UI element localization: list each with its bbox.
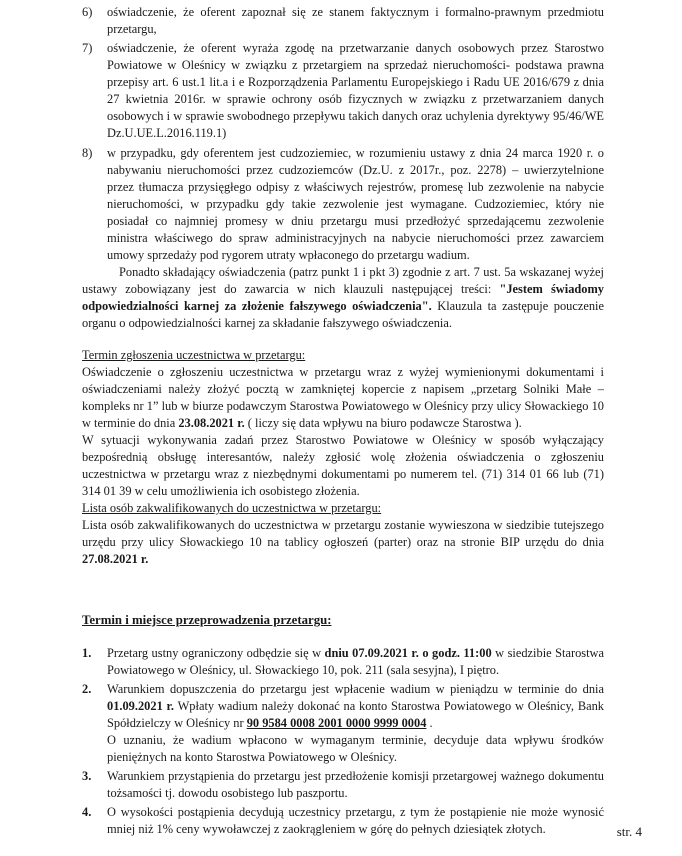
list-item	[82, 40, 604, 142]
list-item	[82, 145, 604, 264]
section-heading: Lista osób zakwalifikowanych do uczestnictwa w przetargu:	[82, 501, 382, 515]
bank-account-number: 90 9584 0008 2001 0000 9999 0004	[246, 716, 427, 730]
clause-text: "Jestem świadomy odpowiedzialności karnej za złożenie fałszywego oświadczenia".	[82, 282, 604, 313]
remote-registration-paragraph: W sytuacji wykonywania zadań przez Starostwo Powiatowe w Oleśnicy w sposób wyłączający bezpośrednią obsługę interesantów, należy zgłosić wolę złożenia oświadczenia o zgłoszeniu uczestnictwa w przetargu wraz z niezbędnymi dokumentami po numerem tel. (71) 314 01 66 lub (71) 314 01 39 w celu umożliwienia ich osobistego złożenia.	[82, 433, 604, 498]
list-date: 27.08.2021 r.	[82, 552, 149, 566]
item-number: 8)	[82, 146, 93, 160]
item-number: 3.	[82, 769, 92, 783]
item-number: 6)	[82, 5, 93, 19]
section-heading: Termin zgłoszenia uczestnictwa w przetargu:	[82, 348, 306, 362]
paragraph-text: Ponadto składający oświadczenia (patrz punkt 1 i pkt 3) zgodnie z art. 7 ust. 5a wskazanej wyżej ustawy zobowiązany jest do zawarcia w nich klauzuli następującej treści:	[82, 265, 604, 296]
item-text: w przypadku, gdy oferentem jest cudzoziemiec, w rozumieniu ustawy z dnia 24 marca 1920 r. o nabywaniu nieruchomości przez cudzoziemców (Dz.U. z 2017r., poz. 2278) – uwierzytelnione przez tłumacza przysięgłego odpisy z właściwych rejestrów, promesę lub zezwolenie na nabycie nieruchomości, w przypadku gdy takie zezwolenie jest wymagane. Cudzoziemiec, który nie posiadał co najmniej promesy w dniu przetargu musi przedłożyć sprzedającemu zezwolenie ministra właściwego do spraw administracyjnych na nabycie nieruchomości przez zawarciem umowy sprzedaży pod rygorem utraty wpłaconego do przetargu wadium.	[107, 146, 604, 262]
item-number: 2.	[82, 682, 92, 696]
auction-terms-list	[82, 645, 604, 838]
list-item: 3. Warunkiem przystąpienia do przetargu jest przedłożenie komisji przetargowej ważnego dokumentu tożsamości tj. dowodu osobistego lub paszportu.	[82, 769, 604, 800]
item-text: oświadczenie, że oferent wyraża zgodę na przetwarzanie danych osobowych przez Starostwo Powiatowe w Oleśnicy w związku z przetargiem na sprzedaż nieruchomości- podstawa prawna przepisy art. 6 ust.1 lit.a i e Rozporządzenia Parlamentu Europejskiego i Radu UE 2016/679 z dnia 27 kwietnia 2016r. w sprawie ochrony osób fizycznych w związku z przetwarzaniem danych osobowych i w sprawie swobodnego przepływu takich danych oraz uchylenia dyrektywy 95/46/WE Dz.U.UE.L.2016.119.1)	[107, 41, 604, 140]
section-heading: Termin i miejsce przeprowadzenia przetargu:	[82, 613, 332, 627]
deposit-date: 01.09.2021 r.	[107, 699, 175, 713]
paragraph-text: Klauzula ta zastępuje pouczenie organu o odpowiedzialności karnej za składanie fałszywego oświadczenia.	[82, 299, 604, 330]
qualified-list-paragraph: Lista osób zakwalifikowanych do uczestnictwa w przetargu zostanie wywieszona w siedzibie tutejszego urzędu przy ulicy Słowackiego 10 na tablicy ogłoszeń (parter) oraz na stronie BIP urzędu do dnia 27.08.2021 r.	[82, 518, 604, 566]
item-number: 1.	[82, 646, 92, 660]
item-text: oświadczenie, że oferent zapoznał się ze stanem faktycznym i formalno-prawnym przedmiotu przetargu,	[107, 5, 604, 36]
list-item: 2. Warunkiem dopuszczenia do przetargu jest wpłacenie wadium w pieniądzu w terminie do dnia 01.09.2021 r. Wpłaty wadium należy dokonać na konto Starostwa Powiatowego w Oleśnicy, Bank Spółdzielczy w Oleśnicy nr 90 9584 0008 2001 0000 9999 0004 . O uznaniu, że wadium wpłacono w wymaganym terminie, decyduje data wpływu środków pieniężnych na konto Starostwa Powiatowego w Oleśnicy.	[82, 682, 604, 764]
list-item: 4. O wysokości postąpienia decydują uczestnicy przetargu, z tym że postąpienie nie może wynosić mniej niż 1% ceny wywoławczej z zaokrągleniem w górę do pełnych dziesiątek złotych.	[82, 805, 604, 836]
deposit-note: O uznaniu, że wadium wpłacono w wymaganym terminie, decyduje data wpływu środków pieniężnych na konto Starostwa Powiatowego w Oleśnicy.	[107, 733, 604, 764]
item-number: 7)	[82, 41, 93, 55]
page-number: str. 4	[616, 824, 642, 839]
declaration-paragraph	[82, 264, 604, 332]
requirements-list	[82, 4, 604, 264]
registration-section	[82, 347, 604, 568]
list-item: 1. Przetarg ustny ograniczony odbędzie się w dniu 07.09.2021 r. o godz. 11:00 w siedzibie Starostwa Powiatowego w Oleśnicy, ul. Słowackiego 10, pok. 211 (sala sesyjna), I piętro.	[82, 646, 604, 677]
item-number: 4.	[82, 805, 92, 819]
list-item	[82, 4, 604, 38]
auction-date: dniu 07.09.2021 r. o godz. 11:00	[324, 646, 492, 660]
registration-paragraph: Oświadczenie o zgłoszeniu uczestnictwa w przetargu wraz z wyżej wymienionymi dokumentami i oświadczeniami należy złożyć pocztą w zamkniętej kopercie z napisem „przetarg Solniki Małe – kompleks nr 1” lub w biurze podawczym Starostwa Powiatowego w Oleśnicy przy ulicy Słowackiego 10 w terminie do dnia 23.08.2021 r. ( liczy się data wpływu na biuro podawcze Starostwa ).	[82, 365, 604, 430]
deadline-date: 23.08.2021 r.	[178, 416, 245, 430]
